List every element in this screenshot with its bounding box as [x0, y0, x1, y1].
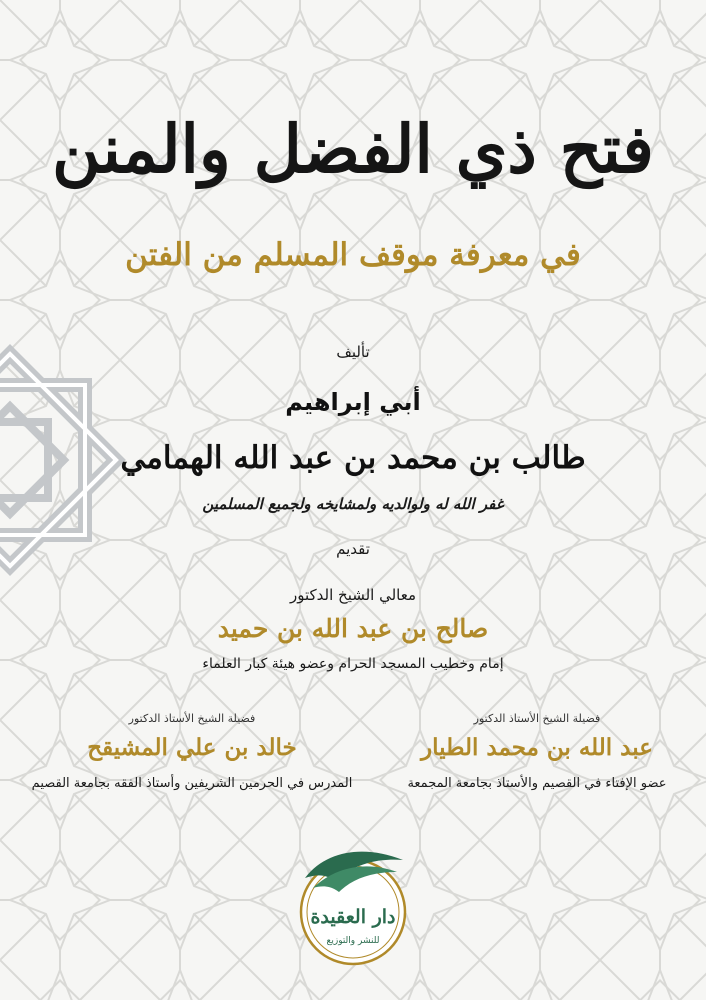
right-reviewer-name: عبد الله بن محمد الطيار — [421, 734, 653, 761]
foreword-title: معالي الشيخ الدكتور — [289, 586, 417, 604]
publisher-tagline: للنشر والتوزيع — [326, 936, 380, 946]
foreword-desc: إمام وخطيب المسجد الحرام وعضو هيئة كبار العلماء — [202, 656, 504, 672]
author-dua: غفر الله له ولوالديه ولمشايخه ولجميع المسلمين — [202, 495, 504, 513]
left-reviewer-desc: المدرس في الحرمين الشريفين وأستاذ الفقه بجامعة القصيم — [31, 776, 353, 791]
book-subtitle: في معرفة موقف المسلم من الفتن — [125, 237, 581, 273]
right-reviewer-desc: عضو الإفتاء في القصيم والأستاذ بجامعة المجمعة — [407, 776, 667, 791]
author-kunya: أبي إبراهيم — [285, 388, 421, 416]
foreword-name: صالح بن عبد الله بن حميد — [217, 614, 489, 643]
foreword-label: تقديم — [336, 540, 370, 558]
book-title: فتح ذي الفضل والمنن — [52, 110, 654, 188]
author-name: طالب بن محمد بن عبد الله الهمامي — [120, 440, 586, 476]
publisher-name: دار العقيدة — [310, 906, 396, 928]
right-reviewer-title: فضيلة الشيخ الأستاذ الدكتور — [473, 712, 601, 725]
authorship-label: تأليف — [336, 343, 370, 361]
left-reviewer-name: خالد بن علي المشيقح — [87, 734, 297, 761]
left-reviewer-title: فضيلة الشيخ الأستاذ الدكتور — [128, 712, 256, 725]
